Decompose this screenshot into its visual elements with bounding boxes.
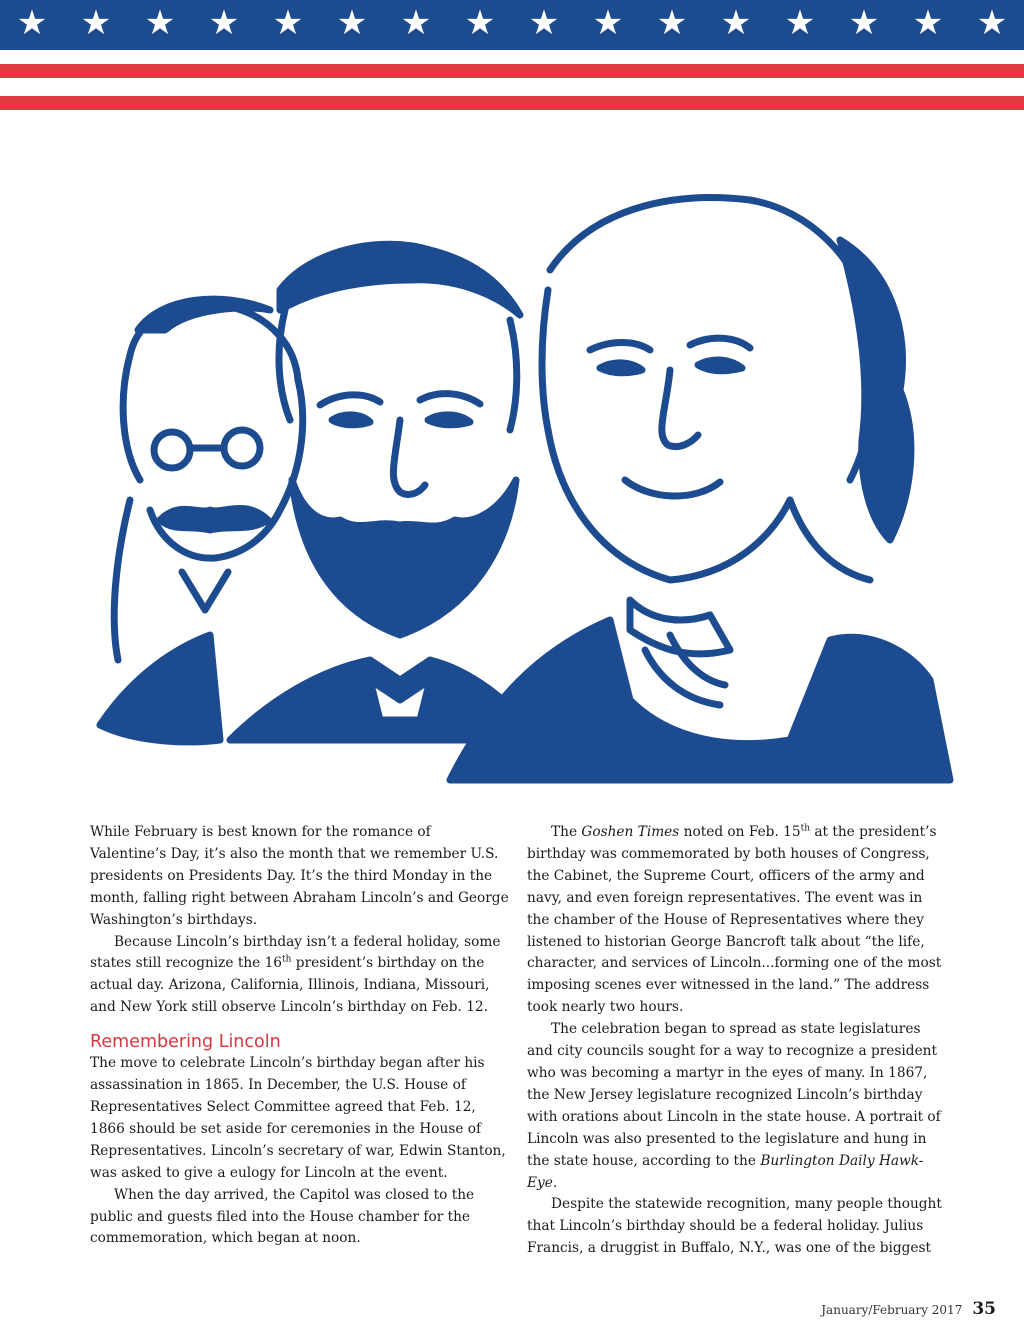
star-icon: ★	[208, 3, 240, 43]
star-icon: ★	[912, 3, 944, 43]
star-icon: ★	[720, 3, 752, 43]
right-paragraph-1: The Goshen Times noted on Feb. 15th at the president’s birthday was commemorated by both houses of Congress, the Cabinet, the Supreme Court, officers of the army and navy, and even foreign representatives. The event was in the chamber of the House of Representatives where they listened to historian George Bancroft talk about “the life, character, and services of Lincoln...forming one of the most imposing scenes ever witnessed in the land.” The address took nearly two hours.	[527, 823, 942, 1016]
star-icon: ★	[400, 3, 432, 43]
roosevelt-portrait	[100, 299, 303, 742]
star-icon: ★	[80, 3, 112, 43]
star-icon: ★	[592, 3, 624, 43]
star-icon: ★	[848, 3, 880, 43]
presidents-illustration	[70, 180, 970, 790]
page-footer	[821, 1299, 996, 1319]
star-icon: ★	[144, 3, 176, 43]
star-icon: ★	[16, 3, 48, 43]
red-stripe	[0, 96, 1024, 110]
red-stripe	[0, 64, 1024, 78]
star-icon: ★	[336, 3, 368, 43]
star-icon: ★	[784, 3, 816, 43]
star-icon: ★	[656, 3, 688, 43]
right-paragraph-2: The celebration began to spread as state legislatures and city councils sought for a way to recognize a president who was becoming a martyr in the eyes of many. In 1867, the New Jersey legislature recognized Lincoln’s birthday with orations about Lincoln in the state house. A portrait of Lincoln was also presented to the legislature and hung in the state house, according to the Burlington Daily Hawk-Eye.	[527, 1021, 941, 1191]
star-icon: ★	[976, 3, 1008, 43]
star-icon: ★	[464, 3, 496, 43]
star-band	[0, 0, 1024, 50]
washington-portrait	[450, 198, 950, 780]
left-paragraph-1: While February is best known for the romance of Valentine’s Day, it’s also the month that we remember U.S. presidents on Presidents Day. It’s the third Monday in the month, falling right between Abraham Lincoln’s and George Washington’s birthdays.	[90, 824, 509, 928]
patriotic-banner	[0, 0, 1024, 120]
star-icon: ★	[272, 3, 304, 43]
issue-label: January/February 2017	[821, 1303, 963, 1317]
page-number: 35	[972, 1299, 996, 1319]
star-icon: ★	[528, 3, 560, 43]
article-left-column	[90, 822, 510, 1250]
left-paragraph-3: The move to celebrate Lincoln’s birthday began after his assassination in 1865. In December, the U.S. House of Representatives Select Committee agreed that Feb. 12, 1866 should be set aside for ceremonies in the House of Representatives. Lincoln’s secretary of war, Edwin Stanton, was asked to give a eulogy for Lincoln at the event.	[90, 1055, 506, 1181]
article-right-column	[527, 822, 949, 1260]
section-heading: Remembering Lincoln	[90, 1032, 281, 1053]
left-paragraph-2: Because Lincoln’s birthday isn’t a federal holiday, some states still recognize the 16th president’s birthday on the actual day. Arizona, California, Illinois, Indiana, Missouri, and New York still observe Lincoln’s birthday on Feb. 12.	[90, 933, 501, 1016]
right-paragraph-3: Despite the statewide recognition, many people thought that Lincoln’s birthday should be a federal holiday. Julius Francis, a druggist in Buffalo, N.Y., was one of the biggest	[527, 1196, 942, 1257]
lincoln-portrait	[230, 244, 540, 740]
left-paragraph-4: When the day arrived, the Capitol was closed to the public and guests filed into the House chamber for the commemoration, which began at noon.	[90, 1186, 475, 1247]
